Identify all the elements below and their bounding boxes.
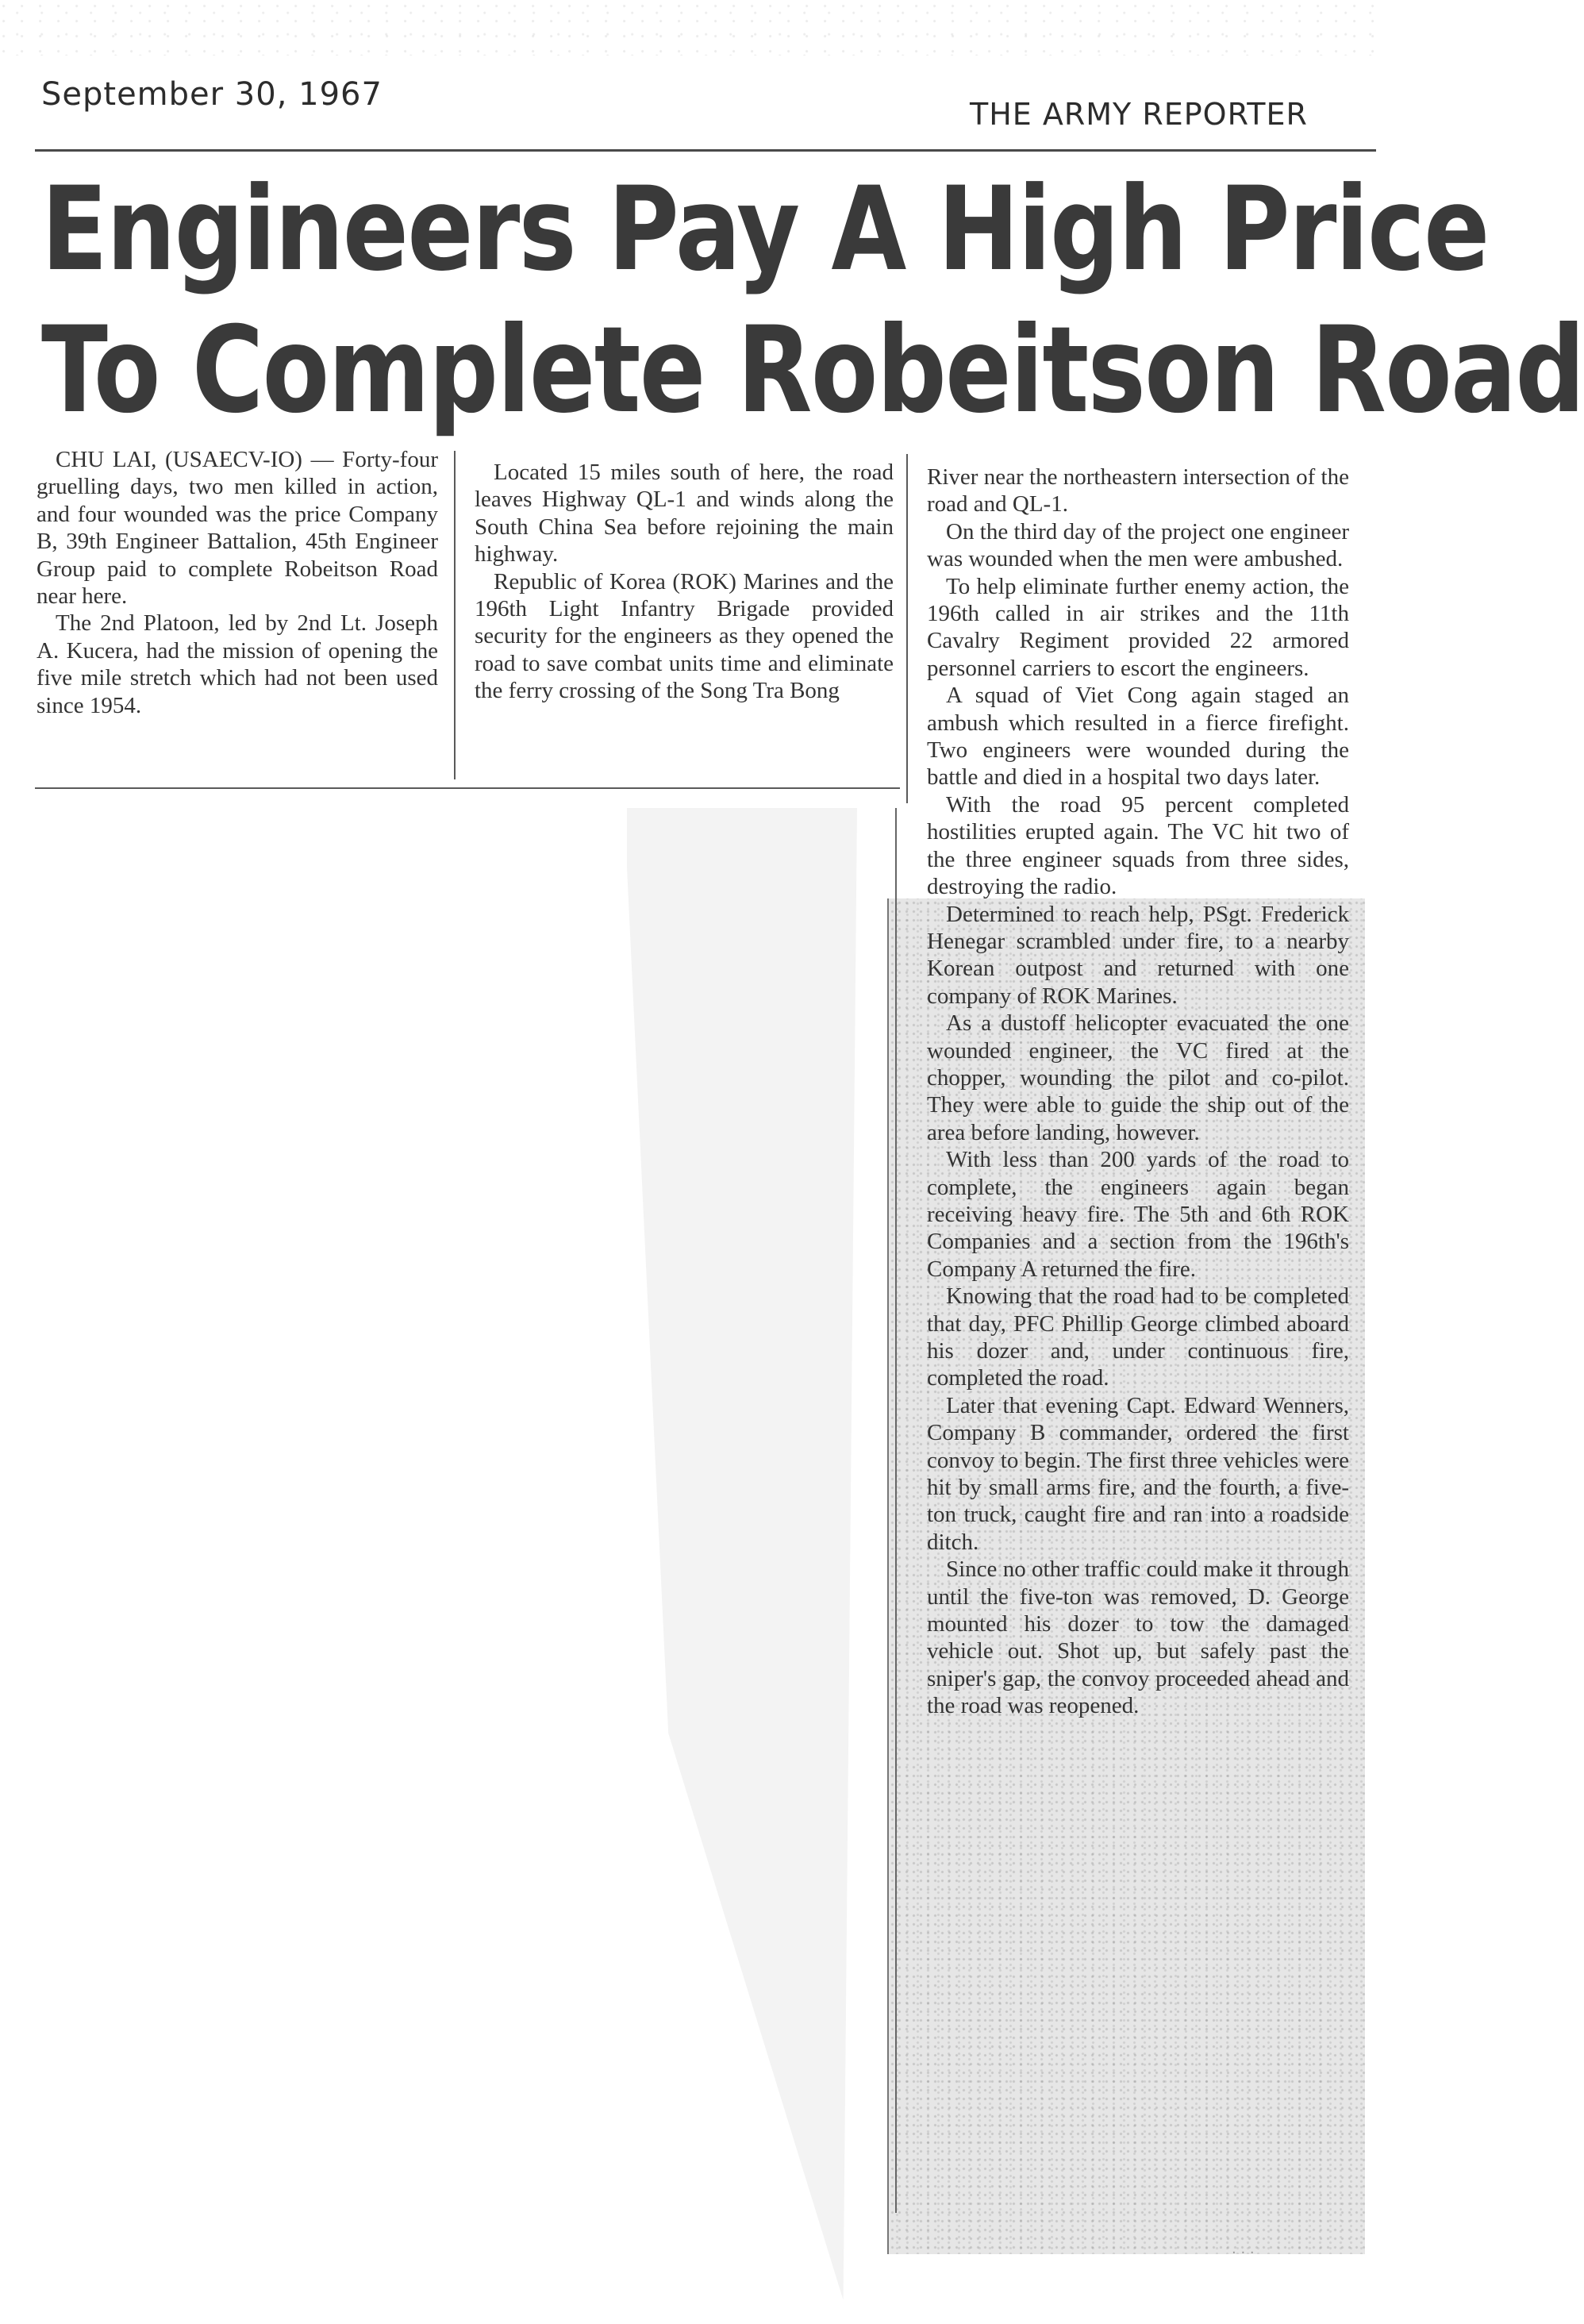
column-3-edge (895, 808, 897, 2213)
column-3-paragraph: As a dustoff helicopter evacuated the one wounded engineer, the VC fired at the chopper, wounding the pilot and co-pilot. They were able to guide the ship out of the area before landing, however. (927, 1010, 1349, 1145)
column-3-paragraph: Since no other traffic could make it through until the five-ton was removed, D. George mounted his dozer to tow the damaged vehicle out. Shot up, but safely past the sniper's gap, the convoy proceeded ahead and the road was reopened. (927, 1556, 1349, 1719)
column-divider-2 (906, 454, 908, 803)
column-3-paragraph: River near the northeastern intersection of the road and QL-1. (927, 464, 1349, 518)
publication-name: THE ARMY REPORTER (970, 97, 1308, 132)
fold-shadow (627, 808, 857, 2300)
column-2-paragraph: Located 15 miles south of here, the road leaves Highway QL-1 and winds along the South China Sea before rejoining the main highway. (475, 460, 894, 568)
issue-date: September 30, 1967 (41, 76, 383, 113)
article-column-3 (927, 464, 1349, 1720)
column-divider-1 (454, 451, 456, 779)
column-3-paragraph: On the third day of the project one engineer was wounded when the men were ambushed. (927, 518, 1349, 572)
column-3-paragraph: With less than 200 yards of the road to complete, the engineers again began receiving heavy fire. The 5th and 6th ROK Companies and a section from the 196th's Company A returned the fire. (927, 1147, 1349, 1282)
photocopy-speckle (0, 0, 1378, 56)
headline-line-1: Engineers Pay A High Price (41, 162, 1489, 297)
headline-line-2: To Complete Robeitson Road (41, 302, 1584, 440)
column-3-paragraph: To help eliminate further enemy action, the 196th called in air strikes and the 11th Cavalry Regiment provided 22 armored personnel carriers to escort the engineers. (927, 573, 1349, 681)
column-3-paragraph: A squad of Viet Cong again staged an ambush which resulted in a fierce firefight. Two engineers were wounded during the battle and died in a hospital two days later. (927, 683, 1349, 791)
column-2-paragraph: Republic of Korea (ROK) Marines and the 196th Light Infantry Brigade provided security for the engineers as they opened the road to save combat units time and eliminate the ferry crossing of the Song Tra Bong (475, 568, 894, 704)
column-1-paragraph: The 2nd Platoon, led by 2nd Lt. Joseph A. Kucera, had the mission of opening the five mile stretch which had not been used since 1954. (37, 610, 438, 718)
article-column-2 (475, 459, 894, 705)
header-rule (35, 149, 1376, 152)
column-3-paragraph: With the road 95 percent completed hostilities erupted again. The VC hit two of the three engineer squads from three sides, destroying the radio. (927, 791, 1349, 900)
article-column-1 (37, 446, 438, 719)
article-bottom-rule (35, 787, 900, 789)
column-3-paragraph: Knowing that the road had to be completed that day, PFC Phillip George climbed aboard his dozer and, under continuous fire, completed the road. (927, 1283, 1349, 1391)
column-1-paragraph: CHU LAI, (USAECV-IO) — Forty-four gruelling days, two men killed in action, and four wounded was the price Company B, 39th Engineer Battalion, 45th Engineer Group paid to complete Robeitson Road near here. (37, 447, 438, 610)
column-3-paragraph: Determined to reach help, PSgt. Frederick Henegar scrambled under fire, to a nearby Korean outpost and returned with one company of ROK Marines. (927, 901, 1349, 1009)
column-3-paragraph: Later that evening Capt. Edward Wenners, Company B commander, ordered the first convoy to begin. The first three vehicles were hit by small arms fire, and the fourth, a five-ton truck, caught fire and ran into a roadside ditch. (927, 1392, 1349, 1555)
scan-mark: · · · (1232, 2245, 1255, 2261)
